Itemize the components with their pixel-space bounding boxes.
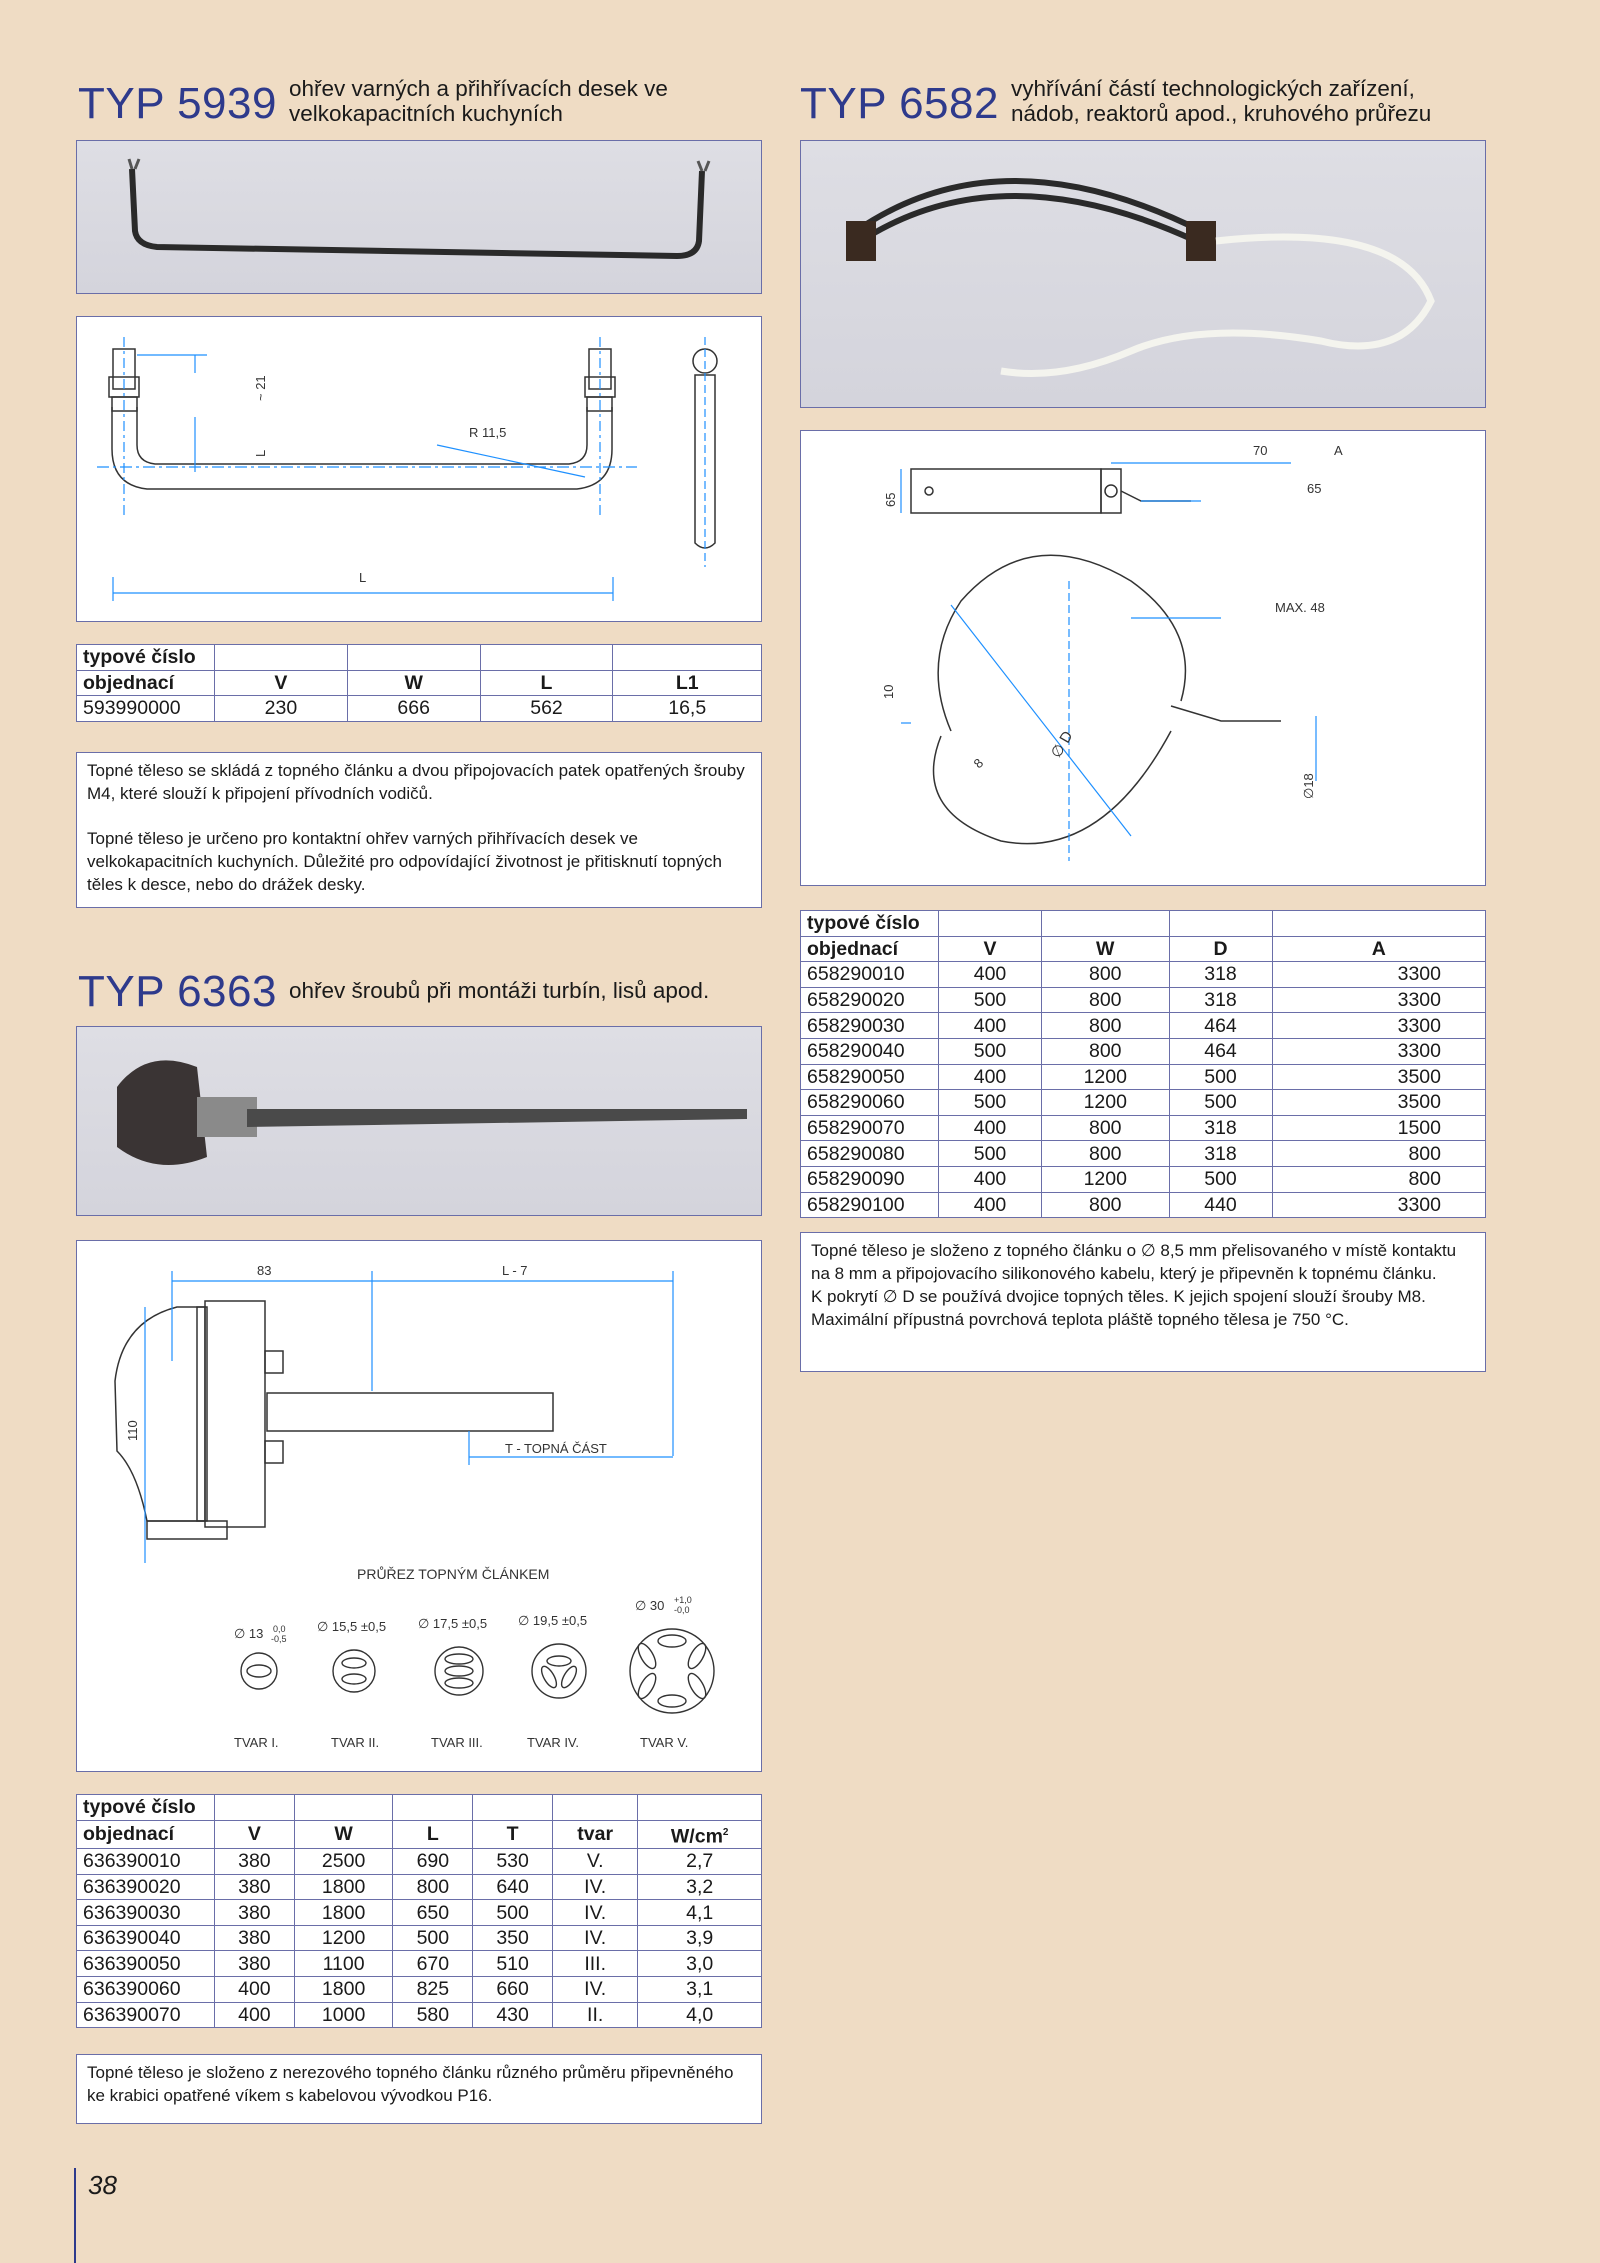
table-cell: 1200 xyxy=(1042,1090,1170,1116)
table-cell: 1200 xyxy=(294,1925,393,1951)
table-row xyxy=(801,1090,1486,1116)
table-row xyxy=(77,1874,762,1900)
shape-3-dim: ∅ 17,5 ±0,5 xyxy=(418,1616,488,1631)
table-row: 593990000 230 666 562 16,5 xyxy=(77,696,762,722)
dim-21: ~ 21 xyxy=(253,375,268,401)
table-cell: 400 xyxy=(215,1977,295,2003)
table-cell: 800 xyxy=(1042,962,1170,988)
shape-5-name: TVAR V. xyxy=(640,1735,689,1750)
table-cell: 500 xyxy=(1169,1090,1272,1116)
table-cell: 1000 xyxy=(294,2002,393,2028)
table-row xyxy=(801,1064,1486,1090)
table-cell: 400 xyxy=(939,1064,1042,1090)
table-cell: 658290080 xyxy=(801,1141,939,1167)
section-subtitle: ohřev šroubů při montáži turbín, lisů apod. xyxy=(288,978,710,1003)
table-cell: 400 xyxy=(215,2002,295,2028)
table-cell: 1800 xyxy=(294,1977,393,2003)
table-cell: 636390050 xyxy=(77,1951,215,1977)
heading-6363 xyxy=(78,967,710,1016)
shape-2-dim: ∅ 15,5 ±0,5 xyxy=(317,1619,387,1634)
table-cell: 658290010 xyxy=(801,962,939,988)
table-cell: 800 xyxy=(1042,1038,1170,1064)
table-cell: 1800 xyxy=(294,1874,393,1900)
table-cell: 318 xyxy=(1169,987,1272,1013)
dim-diameter-d: ∅ D xyxy=(1047,728,1077,761)
table-cell: 3,9 xyxy=(638,1925,762,1951)
table-cell: 1200 xyxy=(1042,1064,1170,1090)
table-cell: 640 xyxy=(473,1874,553,1900)
typ-label: TYP xyxy=(800,79,888,128)
table-cell: 800 xyxy=(1042,1115,1170,1141)
table-cell: 636390010 xyxy=(77,1849,215,1875)
table-cell: IV. xyxy=(552,1925,637,1951)
table-cell: 1800 xyxy=(294,1900,393,1926)
table-cell: 318 xyxy=(1169,1141,1272,1167)
table-cell: 658290040 xyxy=(801,1038,939,1064)
table-cell: 440 xyxy=(1169,1192,1272,1218)
table-cell: 318 xyxy=(1169,1115,1272,1141)
table-cell: 658290090 xyxy=(801,1166,939,1192)
dim-18: ∅18 xyxy=(1301,773,1316,799)
technical-drawing xyxy=(77,317,760,620)
table-cell: 380 xyxy=(215,1849,295,1875)
dim-l: L xyxy=(359,570,367,585)
table-row xyxy=(801,1013,1486,1039)
table-cell: 658290070 xyxy=(801,1115,939,1141)
dim-8: 8 xyxy=(970,755,987,772)
table-row xyxy=(77,1925,762,1951)
dim-l-7: L - 7 xyxy=(502,1263,528,1278)
table-cell: IV. xyxy=(552,1874,637,1900)
technical-drawing xyxy=(801,431,1484,884)
cross-section-title: PRŮŘEZ TOPNÝM ČLÁNKEM xyxy=(357,1566,550,1582)
table-cell: 500 xyxy=(939,1090,1042,1116)
dim-65-vertical: 65 xyxy=(883,492,898,507)
description-6582: Topné těleso je složeno z topného článku o ∅ 8,5 mm přelisovaného v místě kontaktu na 8 mm a připojovacího silikonového kabelu, který je připevněn k topnému článku. K pokrytí ∅ D se používá dvojice topných těles. K jejich spojení slouží šrouby M8. Maximální přípustná povrchová teplota pláště topného tělesa je 750 °C. xyxy=(800,1232,1486,1372)
description-6363: Topné těleso je složeno z nerezového topného článku různého průměru připevněného ke krabici opatřené víkem s kabelovou vývodkou P16. xyxy=(76,2054,762,2124)
drawing-6582 xyxy=(800,430,1486,886)
shape-4-name: TVAR IV. xyxy=(527,1735,580,1750)
table-cell: 636390030 xyxy=(77,1900,215,1926)
table-cell: 464 xyxy=(1169,1038,1272,1064)
table-row xyxy=(77,2002,762,2028)
table-cell: 658290050 xyxy=(801,1064,939,1090)
dim-10: 10 xyxy=(881,684,896,699)
page-bar xyxy=(74,2168,76,2263)
heater-bar-photo xyxy=(77,141,760,292)
shape-2-name: TVAR II. xyxy=(331,1735,380,1750)
svg-text:-0,0: -0,0 xyxy=(674,1605,690,1615)
table-cell: 500 xyxy=(1169,1166,1272,1192)
table-cell: 3300 xyxy=(1272,1013,1485,1039)
table-cell: 636390060 xyxy=(77,1977,215,2003)
table-cell: 430 xyxy=(473,2002,553,2028)
table-row xyxy=(77,1951,762,1977)
table-cell: 3,0 xyxy=(638,1951,762,1977)
table-cell: 636390070 xyxy=(77,2002,215,2028)
photo-6582 xyxy=(800,140,1486,408)
dim-110: 110 xyxy=(125,1420,140,1441)
spec-table-6582: typové číslo objednací V W D A 658290010 400 800 318 3300 658290020 500 800 318 3300 658290030 400 800 464 3300 658290040 500 800 464 3300 658290050 400 1200 500 3500 658290060 500 1200 500 3500 658290070 400 800 318 1500 658290080 500 800 318 800 658290090 400 1200 500 800 658290100 400 800 440 3300 xyxy=(800,910,1486,1218)
heading-5939 xyxy=(78,76,668,128)
table-cell: 464 xyxy=(1169,1013,1272,1039)
table-cell: 380 xyxy=(215,1900,295,1926)
table-cell: 380 xyxy=(215,1874,295,1900)
svg-text:+1,0: +1,0 xyxy=(674,1595,692,1605)
table-cell: 510 xyxy=(473,1951,553,1977)
table-cell: 318 xyxy=(1169,962,1272,988)
table-cell: 400 xyxy=(939,962,1042,988)
shape-3-name: TVAR III. xyxy=(431,1735,483,1750)
table-cell: 500 xyxy=(1169,1064,1272,1090)
bolt-heater-photo xyxy=(77,1027,760,1214)
table-cell: 3500 xyxy=(1272,1064,1485,1090)
shape-1-dim: ∅ 13 xyxy=(234,1626,264,1641)
table-cell: 2,7 xyxy=(638,1849,762,1875)
table-cell: 825 xyxy=(393,1977,473,2003)
dim-a: A xyxy=(1334,443,1343,458)
table-cell: 3300 xyxy=(1272,1038,1485,1064)
table-cell: 1500 xyxy=(1272,1115,1485,1141)
table-cell: 3300 xyxy=(1272,1192,1485,1218)
table-cell: 3500 xyxy=(1272,1090,1485,1116)
typ-number: 5939 xyxy=(177,79,277,128)
dim-70: 70 xyxy=(1253,443,1268,458)
table-cell: 3300 xyxy=(1272,987,1485,1013)
section-subtitle: ohřev varných a přihřívacích desek ve velkokapacitních kuchyních xyxy=(288,76,668,126)
table-cell: 800 xyxy=(1272,1141,1485,1167)
typ-number: 6582 xyxy=(899,79,999,128)
table-cell: 670 xyxy=(393,1951,473,1977)
table-cell: II. xyxy=(552,2002,637,2028)
table-cell: 658290100 xyxy=(801,1192,939,1218)
table-cell: 4,1 xyxy=(638,1900,762,1926)
shape-5-dim: ∅ 30 xyxy=(635,1598,665,1613)
spec-table-5939: typové číslo objednací V W L L1 593990000 230 666 562 16,5 xyxy=(76,644,762,722)
table-cell: 800 xyxy=(1042,1192,1170,1218)
table-cell: 400 xyxy=(939,1013,1042,1039)
table-cell: 500 xyxy=(939,1038,1042,1064)
drawing-6363 xyxy=(76,1240,762,1772)
svg-text:0,0: 0,0 xyxy=(273,1624,286,1634)
shape-1-name: TVAR I. xyxy=(234,1735,279,1750)
table-row xyxy=(801,1166,1486,1192)
table-cell: 658290030 xyxy=(801,1013,939,1039)
table-cell: 380 xyxy=(215,1925,295,1951)
typ-label: TYP xyxy=(78,79,166,128)
dim-radius: R 11,5 xyxy=(469,425,507,440)
table-cell: 660 xyxy=(473,1977,553,2003)
shape-4-dim: ∅ 19,5 ±0,5 xyxy=(518,1613,588,1628)
table-cell: 636390040 xyxy=(77,1925,215,1951)
section-subtitle: vyhřívání částí technologických zařízení, nádob, reaktorů apod., kruhového průřezu xyxy=(1010,76,1432,126)
table-cell: 530 xyxy=(473,1849,553,1875)
table-cell: 500 xyxy=(939,1141,1042,1167)
table-cell: 3300 xyxy=(1272,962,1485,988)
table-cell: 500 xyxy=(939,987,1042,1013)
table-row xyxy=(801,962,1486,988)
table-cell: 500 xyxy=(393,1925,473,1951)
dim-t: T - TOPNÁ ČÁST xyxy=(505,1441,607,1456)
table-cell: III. xyxy=(552,1951,637,1977)
table-row xyxy=(801,1115,1486,1141)
drawing-5939 xyxy=(76,316,762,622)
table-cell: 350 xyxy=(473,1925,553,1951)
heading-6582 xyxy=(800,76,1432,128)
dim-83: 83 xyxy=(257,1263,272,1278)
table-cell: 1100 xyxy=(294,1951,393,1977)
table-cell: 658290020 xyxy=(801,987,939,1013)
table-cell: 400 xyxy=(939,1166,1042,1192)
typ-number: 6363 xyxy=(177,967,277,1016)
dim-65: 65 xyxy=(1307,481,1322,496)
table-cell: 1200 xyxy=(1042,1166,1170,1192)
table-cell: 636390020 xyxy=(77,1874,215,1900)
table-cell: 380 xyxy=(215,1951,295,1977)
table-row xyxy=(77,1900,762,1926)
table-row xyxy=(77,1849,762,1875)
technical-drawing xyxy=(77,1241,760,1770)
table-cell: 400 xyxy=(939,1192,1042,1218)
table-cell: V. xyxy=(552,1849,637,1875)
table-cell: IV. xyxy=(552,1977,637,2003)
table-row xyxy=(801,987,1486,1013)
table-cell: 4,0 xyxy=(638,2002,762,2028)
table-cell: 658290060 xyxy=(801,1090,939,1116)
table-cell: IV. xyxy=(552,1900,637,1926)
table-cell: 3,1 xyxy=(638,1977,762,2003)
table-cell: 2500 xyxy=(294,1849,393,1875)
table-row xyxy=(801,1038,1486,1064)
svg-text:-0,5: -0,5 xyxy=(271,1634,287,1644)
table-row xyxy=(801,1192,1486,1218)
table-cell: 690 xyxy=(393,1849,473,1875)
table-cell: 800 xyxy=(1272,1166,1485,1192)
spec-table-6363: typové číslo objednací V W L T tvar $W/cm^2$ 636390010 380 2500 690 530 V. 2,7 636390020 380 1800 800 640 IV. 3,2 636390030 380 1800 650 500 IV. 4,1 636390040 380 1200 500 350 IV. 3,9 636390050 380 1100 670 510 III. 3,0 636390060 400 1800 825 660 IV. 3,1 636390070 400 1000 580 430 II. 4,0 xyxy=(76,1794,762,2028)
table-cell: 650 xyxy=(393,1900,473,1926)
band-heater-photo xyxy=(801,141,1484,406)
table-cell: 800 xyxy=(393,1874,473,1900)
dim-max-48: MAX. 48 xyxy=(1275,600,1325,615)
dim-l1: L xyxy=(253,449,268,457)
table-cell: 800 xyxy=(1042,1013,1170,1039)
table-row xyxy=(801,1141,1486,1167)
table-cell: 800 xyxy=(1042,987,1170,1013)
table-cell: 3,2 xyxy=(638,1874,762,1900)
typ-label: TYP xyxy=(78,967,166,1016)
description-5939: Topné těleso se skládá z topného článku a dvou připojovacích patek opatřených šrouby M4, které slouží k připojení přívodních vodičů. Topné těleso je určeno pro kontaktní ohřev varných přihřívacích desek ve velkokapacitních kuchyních. Důležité pro odpovídající životnost je přitisknutí topných těles k desce, nebo do drážek desky. xyxy=(76,752,762,908)
photo-5939 xyxy=(76,140,762,294)
table-cell: 800 xyxy=(1042,1141,1170,1167)
table-cell: 400 xyxy=(939,1115,1042,1141)
table-cell: 500 xyxy=(473,1900,553,1926)
photo-6363 xyxy=(76,1026,762,1216)
table-row xyxy=(77,1977,762,2003)
page-number: 38 xyxy=(88,2170,117,2200)
table-cell: 580 xyxy=(393,2002,473,2028)
